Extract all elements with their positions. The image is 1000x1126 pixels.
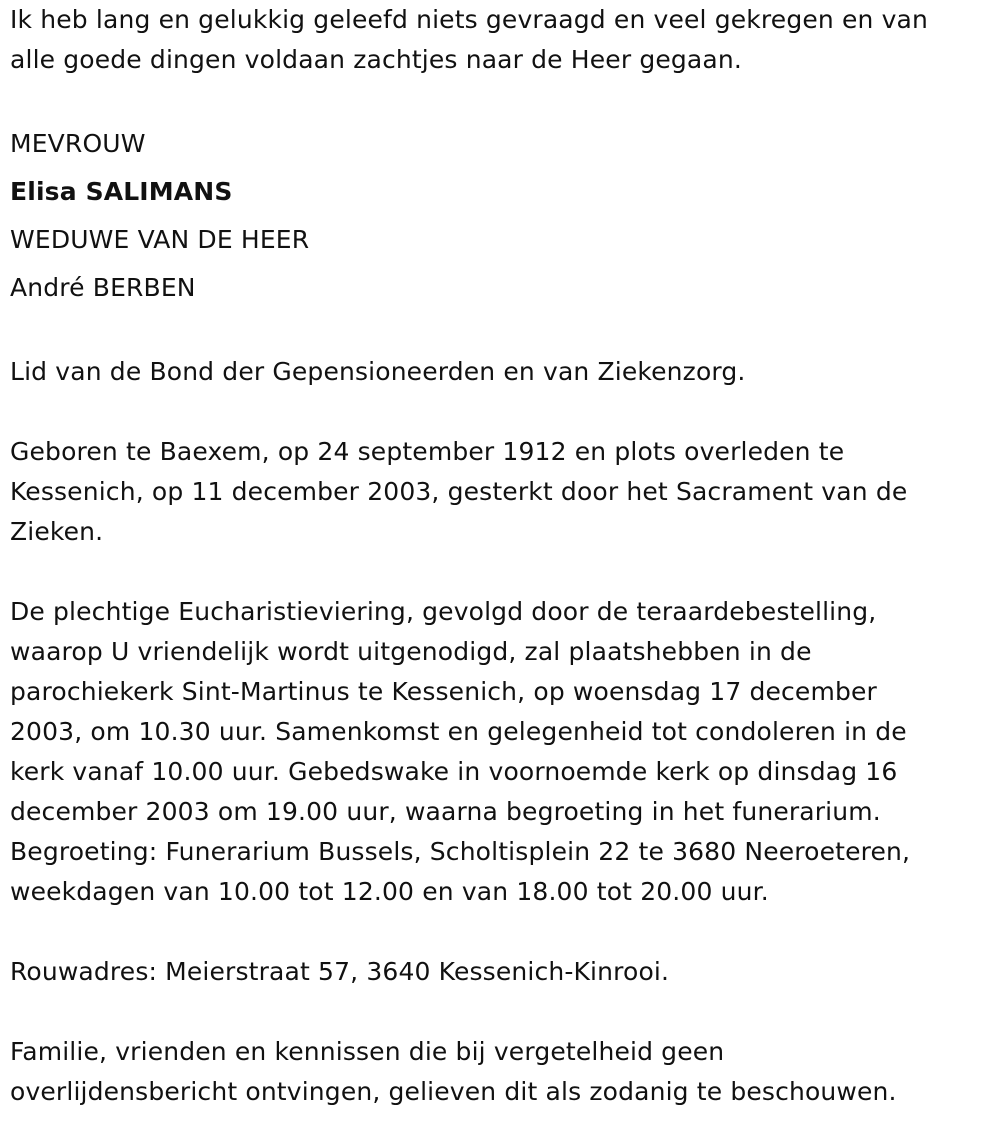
text-line: kerk vanaf 10.00 uur. Gebedswake in voornoemde kerk op dinsdag 16 <box>10 757 898 786</box>
text-line: Rouwadres: Meierstraat 57, 3640 Kessenich-Kinrooi. <box>10 957 670 986</box>
closing-paragraph <box>10 1032 985 1112</box>
text-line: Ik heb lang en gelukkig geleefd niets gevraagd en veel gekregen en van <box>10 5 928 34</box>
text-line: Familie, vrienden en kennissen die bij vergetelheid geen <box>10 1037 725 1066</box>
deceased-name: Elisa SALIMANS <box>10 177 233 206</box>
text-line: weekdagen van 10.00 tot 12.00 en van 18.00 tot 20.00 uur. <box>10 877 769 906</box>
membership-paragraph <box>10 352 985 392</box>
text-line: De plechtige Eucharistieviering, gevolgd door de teraardebestelling, <box>10 597 877 626</box>
address-paragraph <box>10 952 985 992</box>
obituary-notice <box>10 0 985 1112</box>
paragraph-gap <box>10 392 985 432</box>
text-line: 2003, om 10.30 uur. Samenkomst en gelegenheid tot condoleren in de <box>10 717 907 746</box>
paragraph-gap <box>10 992 985 1032</box>
text-line: waarop U vriendelijk wordt uitgenodigd, zal plaatshebben in de <box>10 637 812 666</box>
opening-paragraph <box>10 0 985 80</box>
text-line: parochiekerk Sint-Martinus te Kessenich, op woensdag 17 december <box>10 677 877 706</box>
paragraph-gap <box>10 912 985 952</box>
birth-death-paragraph <box>10 432 985 552</box>
text-line: december 2003 om 19.00 uur, waarna begroeting in het funerarium. <box>10 797 881 826</box>
ceremony-paragraph <box>10 592 985 912</box>
text-line: Begroeting: Funerarium Bussels, Scholtisplein 22 te 3680 Neeroeteren, <box>10 837 911 866</box>
paragraph-gap <box>10 552 985 592</box>
text-line: Zieken. <box>10 517 104 546</box>
paragraph-gap <box>10 312 985 352</box>
text-line: overlijdensbericht ontvingen, gelieven dit als zodanig te beschouwen. <box>10 1077 897 1106</box>
spouse-name: André BERBEN <box>10 273 196 302</box>
paragraph-gap <box>10 80 985 120</box>
honorific-title: MEVROUW <box>10 129 146 158</box>
identity-block <box>10 120 985 312</box>
text-line: Geboren te Baexem, op 24 september 1912 en plots overleden te <box>10 437 845 466</box>
relation-label: WEDUWE VAN DE HEER <box>10 225 310 254</box>
text-line: Kessenich, op 11 december 2003, gesterkt door het Sacrament van de <box>10 477 908 506</box>
text-line: Lid van de Bond der Gepensioneerden en van Ziekenzorg. <box>10 357 746 386</box>
text-line: alle goede dingen voldaan zachtjes naar de Heer gegaan. <box>10 45 742 74</box>
